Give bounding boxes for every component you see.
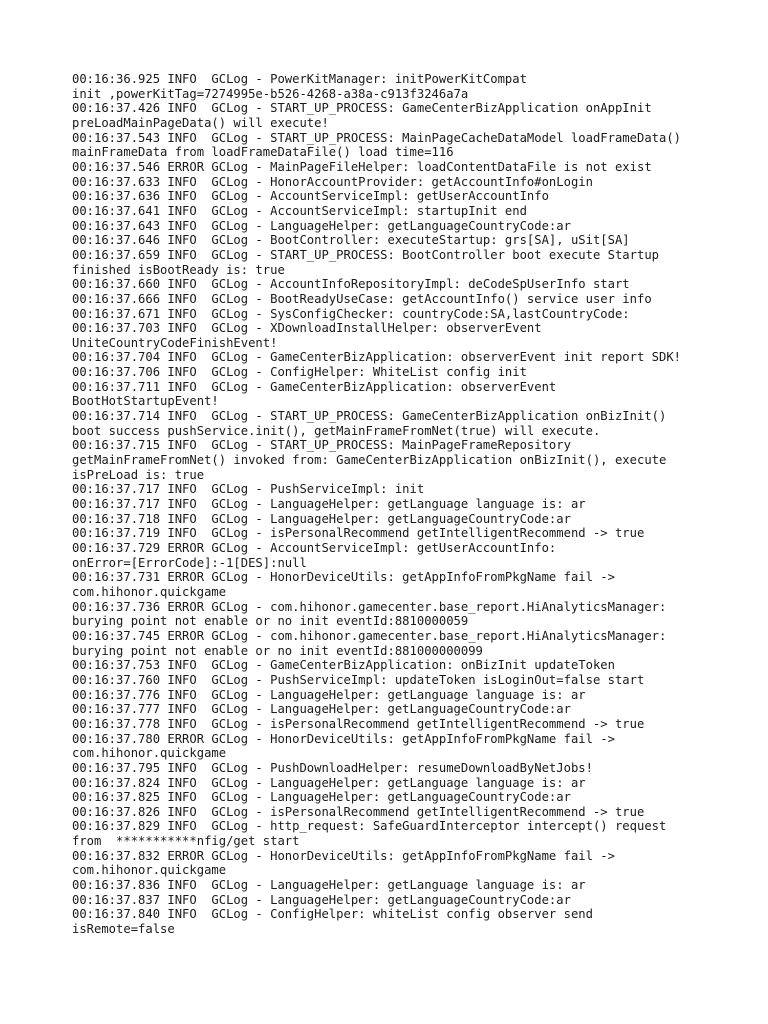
log-line: 00:16:37.546 ERROR GCLog - MainPageFileHelper: loadContentDataFile is not exist (72, 159, 652, 174)
log-line: com.hihonor.quickgame (72, 584, 227, 599)
log-line: isPreLoad is: true (72, 467, 205, 482)
log-line: 00:16:37.832 ERROR GCLog - HonorDeviceUtils: getAppInfoFromPkgName fail -> (72, 848, 615, 863)
log-line: 00:16:37.836 INFO GCLog - LanguageHelper: getLanguage language is: ar (72, 878, 586, 893)
log-line: 00:16:37.660 INFO GCLog - AccountInfoRepositoryImpl: deCodeSpUserInfo start (72, 277, 630, 292)
log-line: 00:16:37.706 INFO GCLog - ConfigHelper: WhiteList config init (72, 365, 527, 380)
log-line: 00:16:37.633 INFO GCLog - HonorAccountProvider: getAccountInfo#onLogin (72, 174, 593, 189)
log-line: 00:16:37.777 INFO GCLog - LanguageHelper: getLanguageCountryCode:ar (72, 702, 571, 717)
log-line: 00:16:37.671 INFO GCLog - SysConfigChecker: countryCode:SA,lastCountryCode: (72, 306, 630, 321)
log-line: preLoadMainPageData() will execute! (72, 115, 329, 130)
log-line: BootHotStartupEvent! (72, 394, 219, 409)
log-line: 00:16:37.666 INFO GCLog - BootReadyUseCase: getAccountInfo() service user info (72, 291, 652, 306)
log-line: UniteCountryCodeFinishEvent! (72, 335, 278, 350)
log-line: burying point not enable or no init eventId:8810000059 (72, 614, 469, 629)
log-line: 00:16:37.543 INFO GCLog - START_UP_PROCESS: MainPageCacheDataModel loadFrameData() (72, 130, 682, 145)
log-line: getMainFrameFromNet() invoked from: GameCenterBizApplication onBizInit(), execute (72, 453, 667, 468)
log-line: mainFrameData from loadFrameDataFile() load time=116 (72, 145, 454, 160)
log-line: 00:16:37.659 INFO GCLog - START_UP_PROCESS: BootController boot execute Startup (72, 247, 659, 262)
log-line: isRemote=false (72, 922, 175, 937)
log-line: 00:16:37.703 INFO GCLog - XDownloadInstallHelper: observerEvent (72, 321, 542, 336)
log-line: 00:16:37.753 INFO GCLog - GameCenterBizApplication: onBizInit updateToken (72, 658, 615, 673)
log-text-block (72, 72, 712, 937)
log-line: 00:16:37.776 INFO GCLog - LanguageHelper: getLanguage language is: ar (72, 687, 586, 702)
log-line: 00:16:37.731 ERROR GCLog - HonorDeviceUtils: getAppInfoFromPkgName fail -> (72, 570, 615, 585)
log-line: 00:16:37.826 INFO GCLog - isPersonalRecommend getIntelligentRecommend -> true (72, 804, 645, 819)
log-line: 00:16:37.825 INFO GCLog - LanguageHelper: getLanguageCountryCode:ar (72, 790, 571, 805)
log-line: init ,powerKitTag=7274995e-b526-4268-a38a-c913f3246a7a (72, 86, 469, 101)
log-line: 00:16:37.745 ERROR GCLog - com.hihonor.gamecenter.base_report.HiAnalyticsManager: (72, 628, 667, 643)
log-line: 00:16:37.646 INFO GCLog - BootController: executeStartup: grs[SA], uSit[SA] (72, 233, 630, 248)
log-line: 00:16:37.780 ERROR GCLog - HonorDeviceUtils: getAppInfoFromPkgName fail -> (72, 731, 615, 746)
log-line: finished isBootReady is: true (72, 262, 285, 277)
log-line: from ***********nfig/get start (72, 834, 300, 849)
log-line: 00:16:37.824 INFO GCLog - LanguageHelper: getLanguage language is: ar (72, 775, 586, 790)
log-line: 00:16:37.729 ERROR GCLog - AccountServiceImpl: getUserAccountInfo: (72, 541, 557, 555)
log-line: 00:16:37.636 INFO GCLog - AccountServiceImpl: getUserAccountInfo (72, 189, 549, 204)
log-line: 00:16:37.829 INFO GCLog - http_request: SafeGuardInterceptor intercept() request (72, 819, 667, 834)
log-line: 00:16:37.718 INFO GCLog - LanguageHelper: getLanguageCountryCode:ar (72, 511, 571, 526)
log-line: 00:16:37.711 INFO GCLog - GameCenterBizApplication: observerEvent (72, 379, 557, 394)
log-line: 00:16:37.778 INFO GCLog - isPersonalRecommend getIntelligentRecommend -> true (72, 716, 645, 731)
log-line: 00:16:37.717 INFO GCLog - LanguageHelper: getLanguage language is: ar (72, 497, 586, 512)
log-line: com.hihonor.quickgame (72, 746, 227, 761)
log-line: 00:16:37.840 INFO GCLog - ConfigHelper: whiteList config observer send (72, 907, 593, 922)
log-line: 00:16:37.714 INFO GCLog - START_UP_PROCESS: GameCenterBizApplication onBizInit() (72, 409, 667, 424)
log-line: 00:16:37.715 INFO GCLog - START_UP_PROCESS: MainPageFrameRepository (72, 438, 571, 453)
log-line: 00:16:37.641 INFO GCLog - AccountServiceImpl: startupInit end (72, 203, 527, 218)
log-line: 00:16:37.719 INFO GCLog - isPersonalRecommend getIntelligentRecommend -> true (72, 526, 645, 541)
log-document (72, 72, 712, 937)
log-line: 00:16:37.795 INFO GCLog - PushDownloadHelper: resumeDownloadByNetJobs! (72, 760, 593, 775)
log-line: onError=[ErrorCode]:-1[DES]:null (72, 555, 307, 570)
log-line: burying point not enable or no init eventId:881000000099 (72, 643, 483, 658)
log-line: 00:16:37.704 INFO GCLog - GameCenterBizApplication: observerEvent init report SDK! (72, 350, 682, 365)
log-line: 00:16:37.426 INFO GCLog - START_UP_PROCESS: GameCenterBizApplication onAppInit (72, 101, 652, 116)
log-line: 00:16:37.736 ERROR GCLog - com.hihonor.gamecenter.base_report.HiAnalyticsManager: (72, 599, 667, 614)
log-line: 00:16:37.760 INFO GCLog - PushServiceImpl: updateToken isLoginOut=false start (72, 672, 645, 687)
log-line: 00:16:37.717 INFO GCLog - PushServiceImpl: init (72, 482, 425, 497)
log-line: boot success pushService.init(), getMainFrameFromNet(true) will execute. (72, 423, 601, 438)
log-line: 00:16:37.643 INFO GCLog - LanguageHelper: getLanguageCountryCode:ar (72, 218, 571, 233)
log-line: 00:16:37.837 INFO GCLog - LanguageHelper: getLanguageCountryCode:ar (72, 892, 571, 907)
log-line: 00:16:36.925 INFO GCLog - PowerKitManager: initPowerKitCompat (72, 72, 527, 86)
log-line: com.hihonor.quickgame (72, 863, 227, 878)
